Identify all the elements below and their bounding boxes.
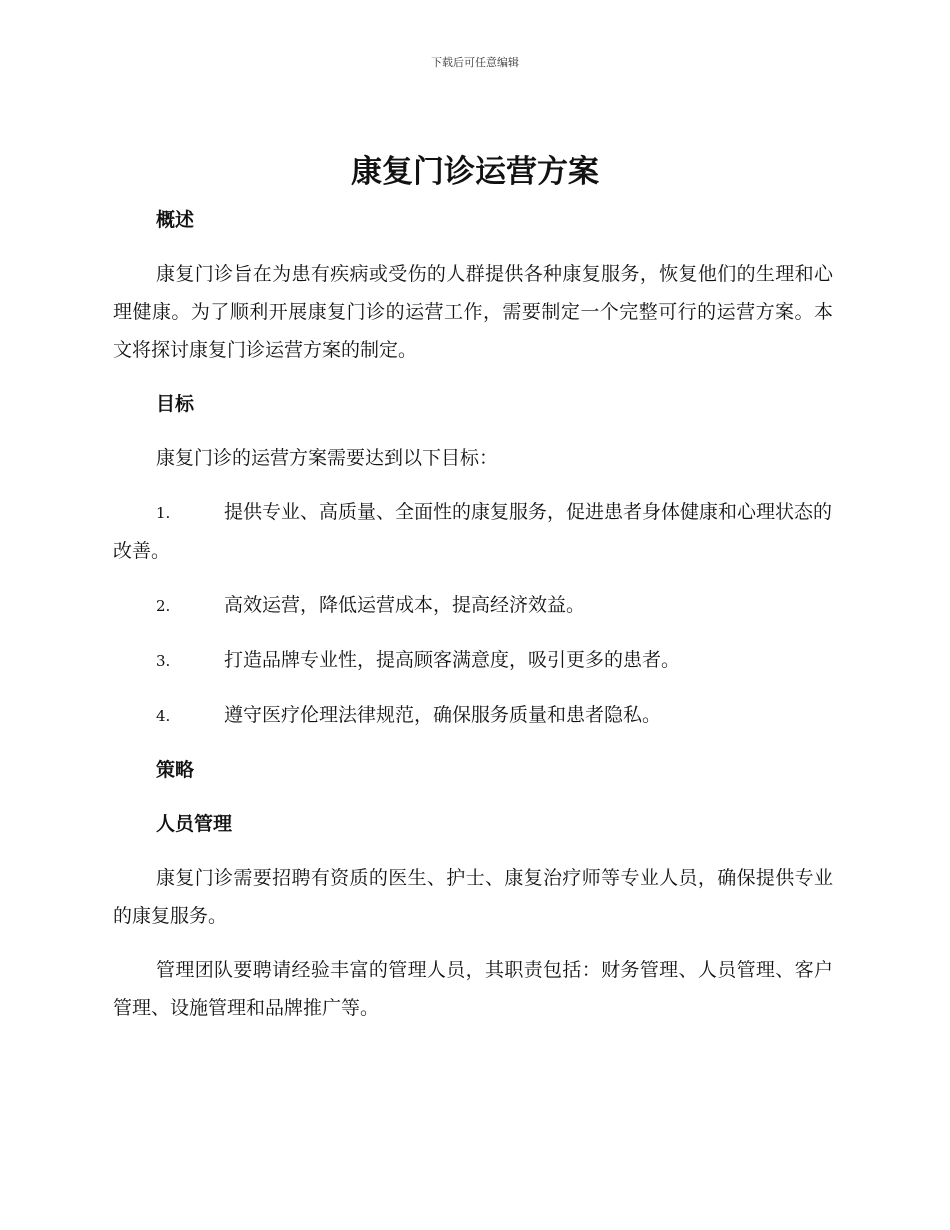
goals-heading: 目标 — [156, 393, 195, 415]
goal-text: 提供专业、高质量、全面性的康复服务，促进患者身体健康和心理状态的改善。 — [113, 501, 833, 562]
goal-number: 3. — [156, 652, 171, 670]
staff-management-heading: 人员管理 — [156, 813, 233, 835]
goals-intro: 康复门诊的运营方案需要达到以下目标： — [156, 447, 499, 469]
staff-paragraph-2: 管理团队要聘请经验丰富的管理人员，其职责包括：财务管理、人员管理、客户管理、设施管理和品牌推广等。 — [113, 959, 833, 1019]
goal-text: 高效运营，降低运营成本，提高经济效益。 — [224, 594, 586, 616]
goal-item-2 — [113, 586, 833, 625]
overview-heading: 概述 — [156, 209, 195, 231]
goal-text: 打造品牌专业性，提高顾客满意度，吸引更多的患者。 — [224, 649, 681, 671]
overview-paragraph: 康复门诊旨在为患有疾病或受伤的人群提供各种康复服务，恢复他们的生理和心理健康。为了顺利开展康复门诊的运营工作，需要制定一个完整可行的运营方案。本文将探讨康复门诊运营方案的制定。 — [113, 263, 833, 361]
goal-text: 遵守医疗伦理法律规范，确保服务质量和患者隐私。 — [224, 704, 662, 726]
goal-number: 2. — [156, 597, 171, 615]
goal-item-4 — [113, 696, 833, 735]
document-title: 康复门诊运营方案 — [351, 154, 599, 190]
staff-paragraph-1: 康复门诊需要招聘有资质的医生、护士、康复治疗师等专业人员，确保提供专业的康复服务。 — [113, 867, 833, 927]
header-note: 下载后可任意编辑 — [431, 56, 519, 69]
goal-item-1 — [113, 493, 833, 570]
document-body — [113, 201, 833, 1043]
goal-item-3 — [113, 641, 833, 680]
goal-number: 4. — [156, 707, 171, 725]
goal-number: 1. — [156, 504, 171, 522]
strategy-heading: 策略 — [156, 759, 195, 781]
